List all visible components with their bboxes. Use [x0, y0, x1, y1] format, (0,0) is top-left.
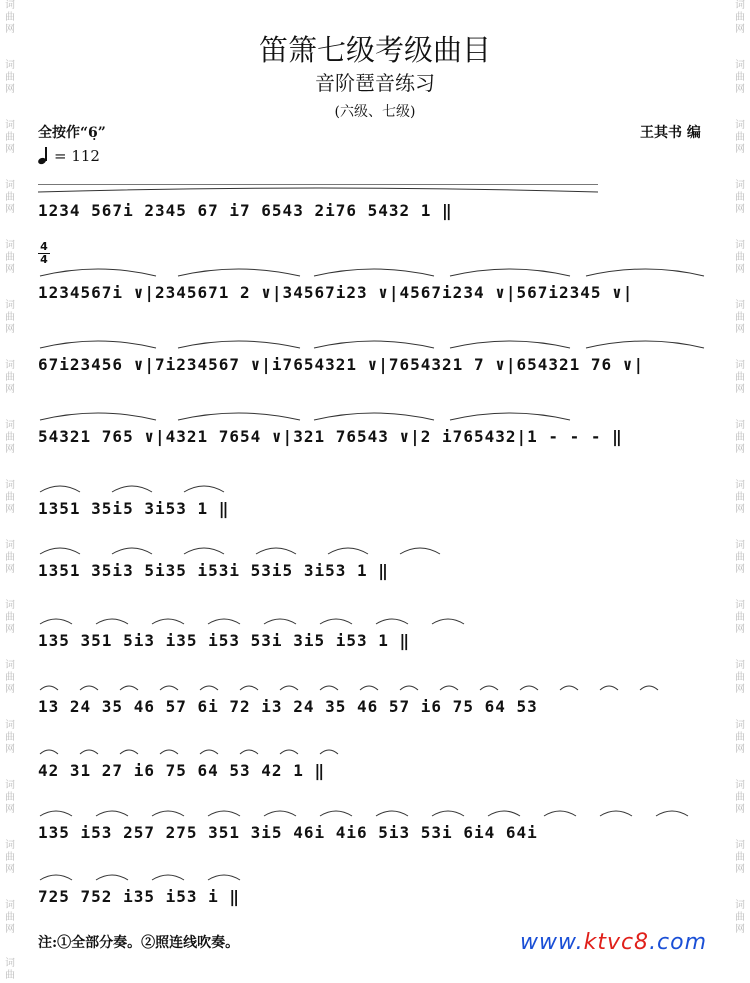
music-row-2 [38, 262, 718, 302]
divider-line [38, 184, 598, 185]
music-row-6 [38, 540, 718, 580]
watermark-right-8: 词 曲 网 [735, 420, 745, 455]
watermark-right-1: 词 曲 网 [735, 0, 745, 35]
music-row-4 [38, 406, 718, 446]
watermark-right-5: 词 曲 网 [735, 240, 745, 275]
watermark-right-3: 词 曲 网 [735, 120, 745, 155]
watermark-right-11: 词 曲 网 [735, 600, 745, 635]
grade-note: (六级、七级) [334, 104, 416, 120]
watermark-left-3: 词 曲 网 [5, 120, 15, 155]
footnote: 注:①全部分奏。②照连线吹奏。 [38, 935, 240, 951]
notation-line: 1351 35i5 3i53 1 ‖ [38, 499, 230, 518]
watermark-right-6: 词 曲 网 [735, 300, 745, 335]
watermark-right-10: 词 曲 网 [735, 540, 745, 575]
watermark-left-15: 词 曲 网 [5, 840, 15, 875]
notation-line: 1351 35i3 5i35 i53i 53i5 3i53 1 ‖ [38, 561, 389, 580]
watermark-left-1: 词 曲 网 [5, 0, 15, 35]
watermark-right-4: 词 曲 网 [735, 180, 745, 215]
tempo-marking [38, 147, 100, 165]
watermark-left-7: 词 曲 网 [5, 360, 15, 395]
notation-line: 54321 765 ∨|4321 7654 ∨|321 76543 ∨|2 i765432|1 - - - ‖ [38, 427, 623, 446]
notation-line: 1234 567i 2345 67 i7 6543 2i76 5432 1 ‖ [38, 201, 453, 220]
notation-line: 135 i53 257 275 351 3i5 46i 4i6 5i3 53i 6i4 64i [38, 823, 538, 842]
notation-line: 13 24 35 46 57 6i 72 i3 24 35 46 57 i6 75 64 53 [38, 697, 538, 716]
author-credit: 王其书 编 [640, 125, 701, 141]
fingering-note: 全按作“6̣” [38, 125, 106, 141]
page-title: 笛箫七级考级曲目 [258, 33, 491, 67]
watermark-left-17: 词 曲 [5, 958, 15, 981]
watermark-left-8: 词 曲 网 [5, 420, 15, 455]
watermark-left-16: 词 曲 网 [5, 900, 15, 935]
notation-line: 135 351 5i3 i35 i53 53i 3i5 i53 1 ‖ [38, 631, 411, 650]
watermark-right-13: 词 曲 网 [735, 720, 745, 755]
tempo-value: = 112 [54, 147, 100, 165]
watermark-left-11: 词 曲 网 [5, 600, 15, 635]
watermark-left-6: 词 曲 网 [5, 300, 15, 335]
music-row-9 [38, 740, 718, 780]
watermark-right-12: 词 曲 网 [735, 660, 745, 695]
music-row-1 [38, 186, 718, 220]
notation-line: 1234567i ∨|2345671 2 ∨|34567i23 ∨|4567i234 ∨|567i2345 ∨| [38, 283, 634, 302]
website-logo [520, 930, 707, 955]
watermark-right-15: 词 曲 网 [735, 840, 745, 875]
music-row-11 [38, 866, 718, 906]
website-text: www.ktvc8.com [520, 930, 708, 955]
watermark-right-9: 词 曲 网 [735, 480, 745, 515]
notation-line: 42 31 27 i6 75 64 53 42 1 ‖ [38, 761, 326, 780]
music-row-10 [38, 802, 718, 842]
notation-line: 67i23456 ∨|7i234567 ∨|i7654321 ∨|7654321 7 ∨|654321 76 ∨| [38, 355, 645, 374]
watermark-left-14: 词 曲 网 [5, 780, 15, 815]
watermark-right-7: 词 曲 网 [735, 360, 745, 395]
time-signature: 4 4 [38, 242, 50, 265]
watermark-right-14: 词 曲 网 [735, 780, 745, 815]
music-row-7 [38, 610, 718, 650]
watermark-right-2: 词 曲 网 [735, 60, 745, 95]
watermark-left-4: 词 曲 网 [5, 180, 15, 215]
watermark-left-12: 词 曲 网 [5, 660, 15, 695]
music-row-8 [38, 676, 718, 716]
watermark-left-10: 词 曲 网 [5, 540, 15, 575]
watermark-left-5: 词 曲 网 [5, 240, 15, 275]
page-subtitle: 音阶琶音练习 [315, 71, 435, 95]
music-row-3 [38, 334, 718, 374]
watermark-left-2: 词 曲 网 [5, 60, 15, 95]
notation-line: 725 752 i35 i53 i ‖ [38, 887, 241, 906]
watermark-right-16: 词 曲 网 [735, 900, 745, 935]
watermark-left-9: 词 曲 网 [5, 480, 15, 515]
music-row-5 [38, 478, 718, 518]
quarter-note-icon [38, 148, 48, 164]
watermark-left-13: 词 曲 网 [5, 720, 15, 755]
